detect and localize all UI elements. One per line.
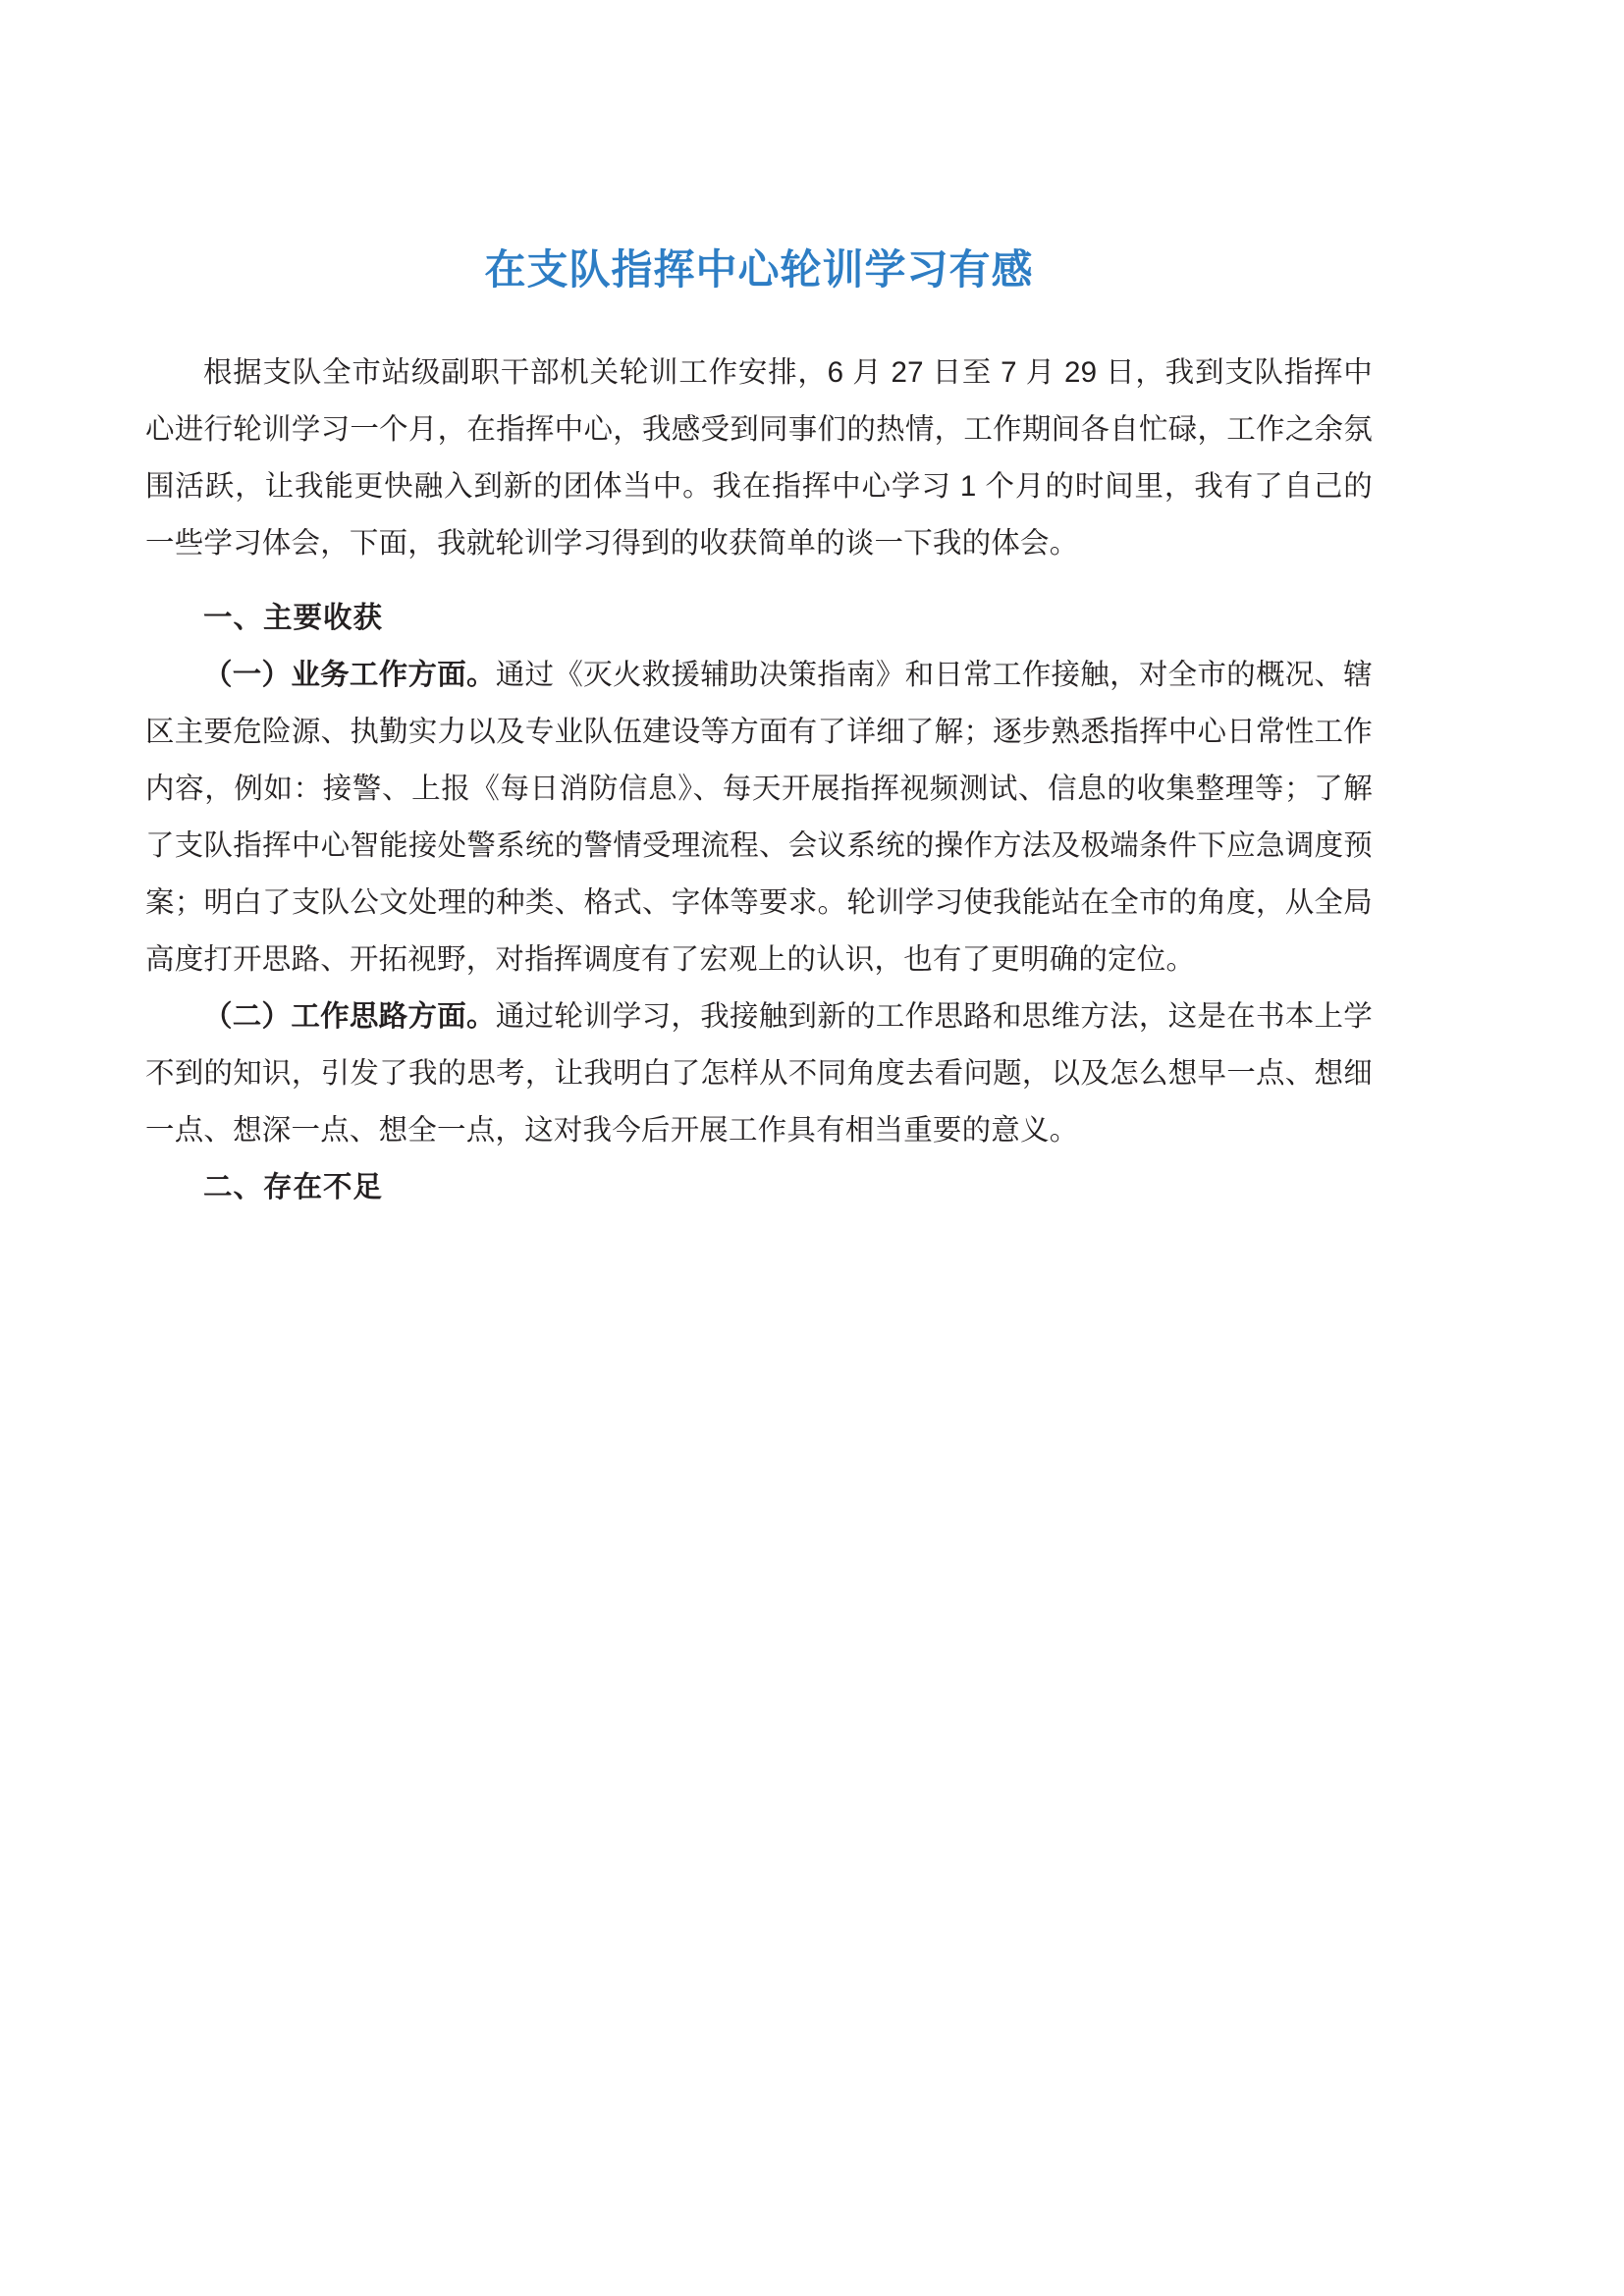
section-heading-1: 一、主要收获 xyxy=(203,602,384,634)
subsection-body-1-2: 通过轮训学习，我接触到新的工作思路和思维方法，这是在书本上学不到的知识，引发了我的思考，让我明白了怎样从不同角度去看问题，以及怎么想早一点、想细一点、想深一点、想全一点，这对我今后开展工作具有相当重要的意义。 xyxy=(145,1000,1373,1147)
intro-paragraph: 根据支队全市站级副职干部机关轮训工作安排，6 月 27 日至 7 月 29 日，我到支队指挥中心进行轮训学习一个月，在指挥中心，我感受到同事们的热情，工作期间各自忙碌，工作之余氛围活跃，让我能更快融入到新的团体当中。我在指挥中心学习 1 个月的时间里，我有了自己的一些学习体会，下面，我就轮训学习得到的收获简单的谈一下我的体会。 xyxy=(145,356,1373,560)
subsection-paragraph-1-2 xyxy=(145,988,1373,1159)
subsection-lead-1-2: （二）工作思路方面。 xyxy=(203,1000,496,1033)
section-heading-2: 二、存在不足 xyxy=(203,1171,384,1203)
subsection-paragraph-1-1 xyxy=(145,647,1373,988)
subsection-lead-1-1: （一）业务工作方面。 xyxy=(203,659,496,691)
section-spacer xyxy=(145,572,1373,590)
document-content xyxy=(145,0,1373,1216)
page-title: 在支队指挥中心轮训学习有感 xyxy=(484,246,1034,293)
subsection-body-1-1: 通过《灭火救援辅助决策指南》和日常工作接触，对全市的概况、辖区主要危险源、执勤实力以及专业队伍建设等方面有了详细了解；逐步熟悉指挥中心日常性工作内容，例如：接警、上报《每日消防信息》、每天开展指挥视频测试、信息的收集整理等；了解了支队指挥中心智能接处警系统的警情受理流程、会议系统的操作方法及极端条件下应急调度预案；明白了支队公文处理的种类、格式、字体等要求。轮训学习使我能站在全市的角度，从全局高度打开思路、开拓视野，对指挥调度有了宏观上的认识，也有了更明确的定位。 xyxy=(145,659,1373,976)
